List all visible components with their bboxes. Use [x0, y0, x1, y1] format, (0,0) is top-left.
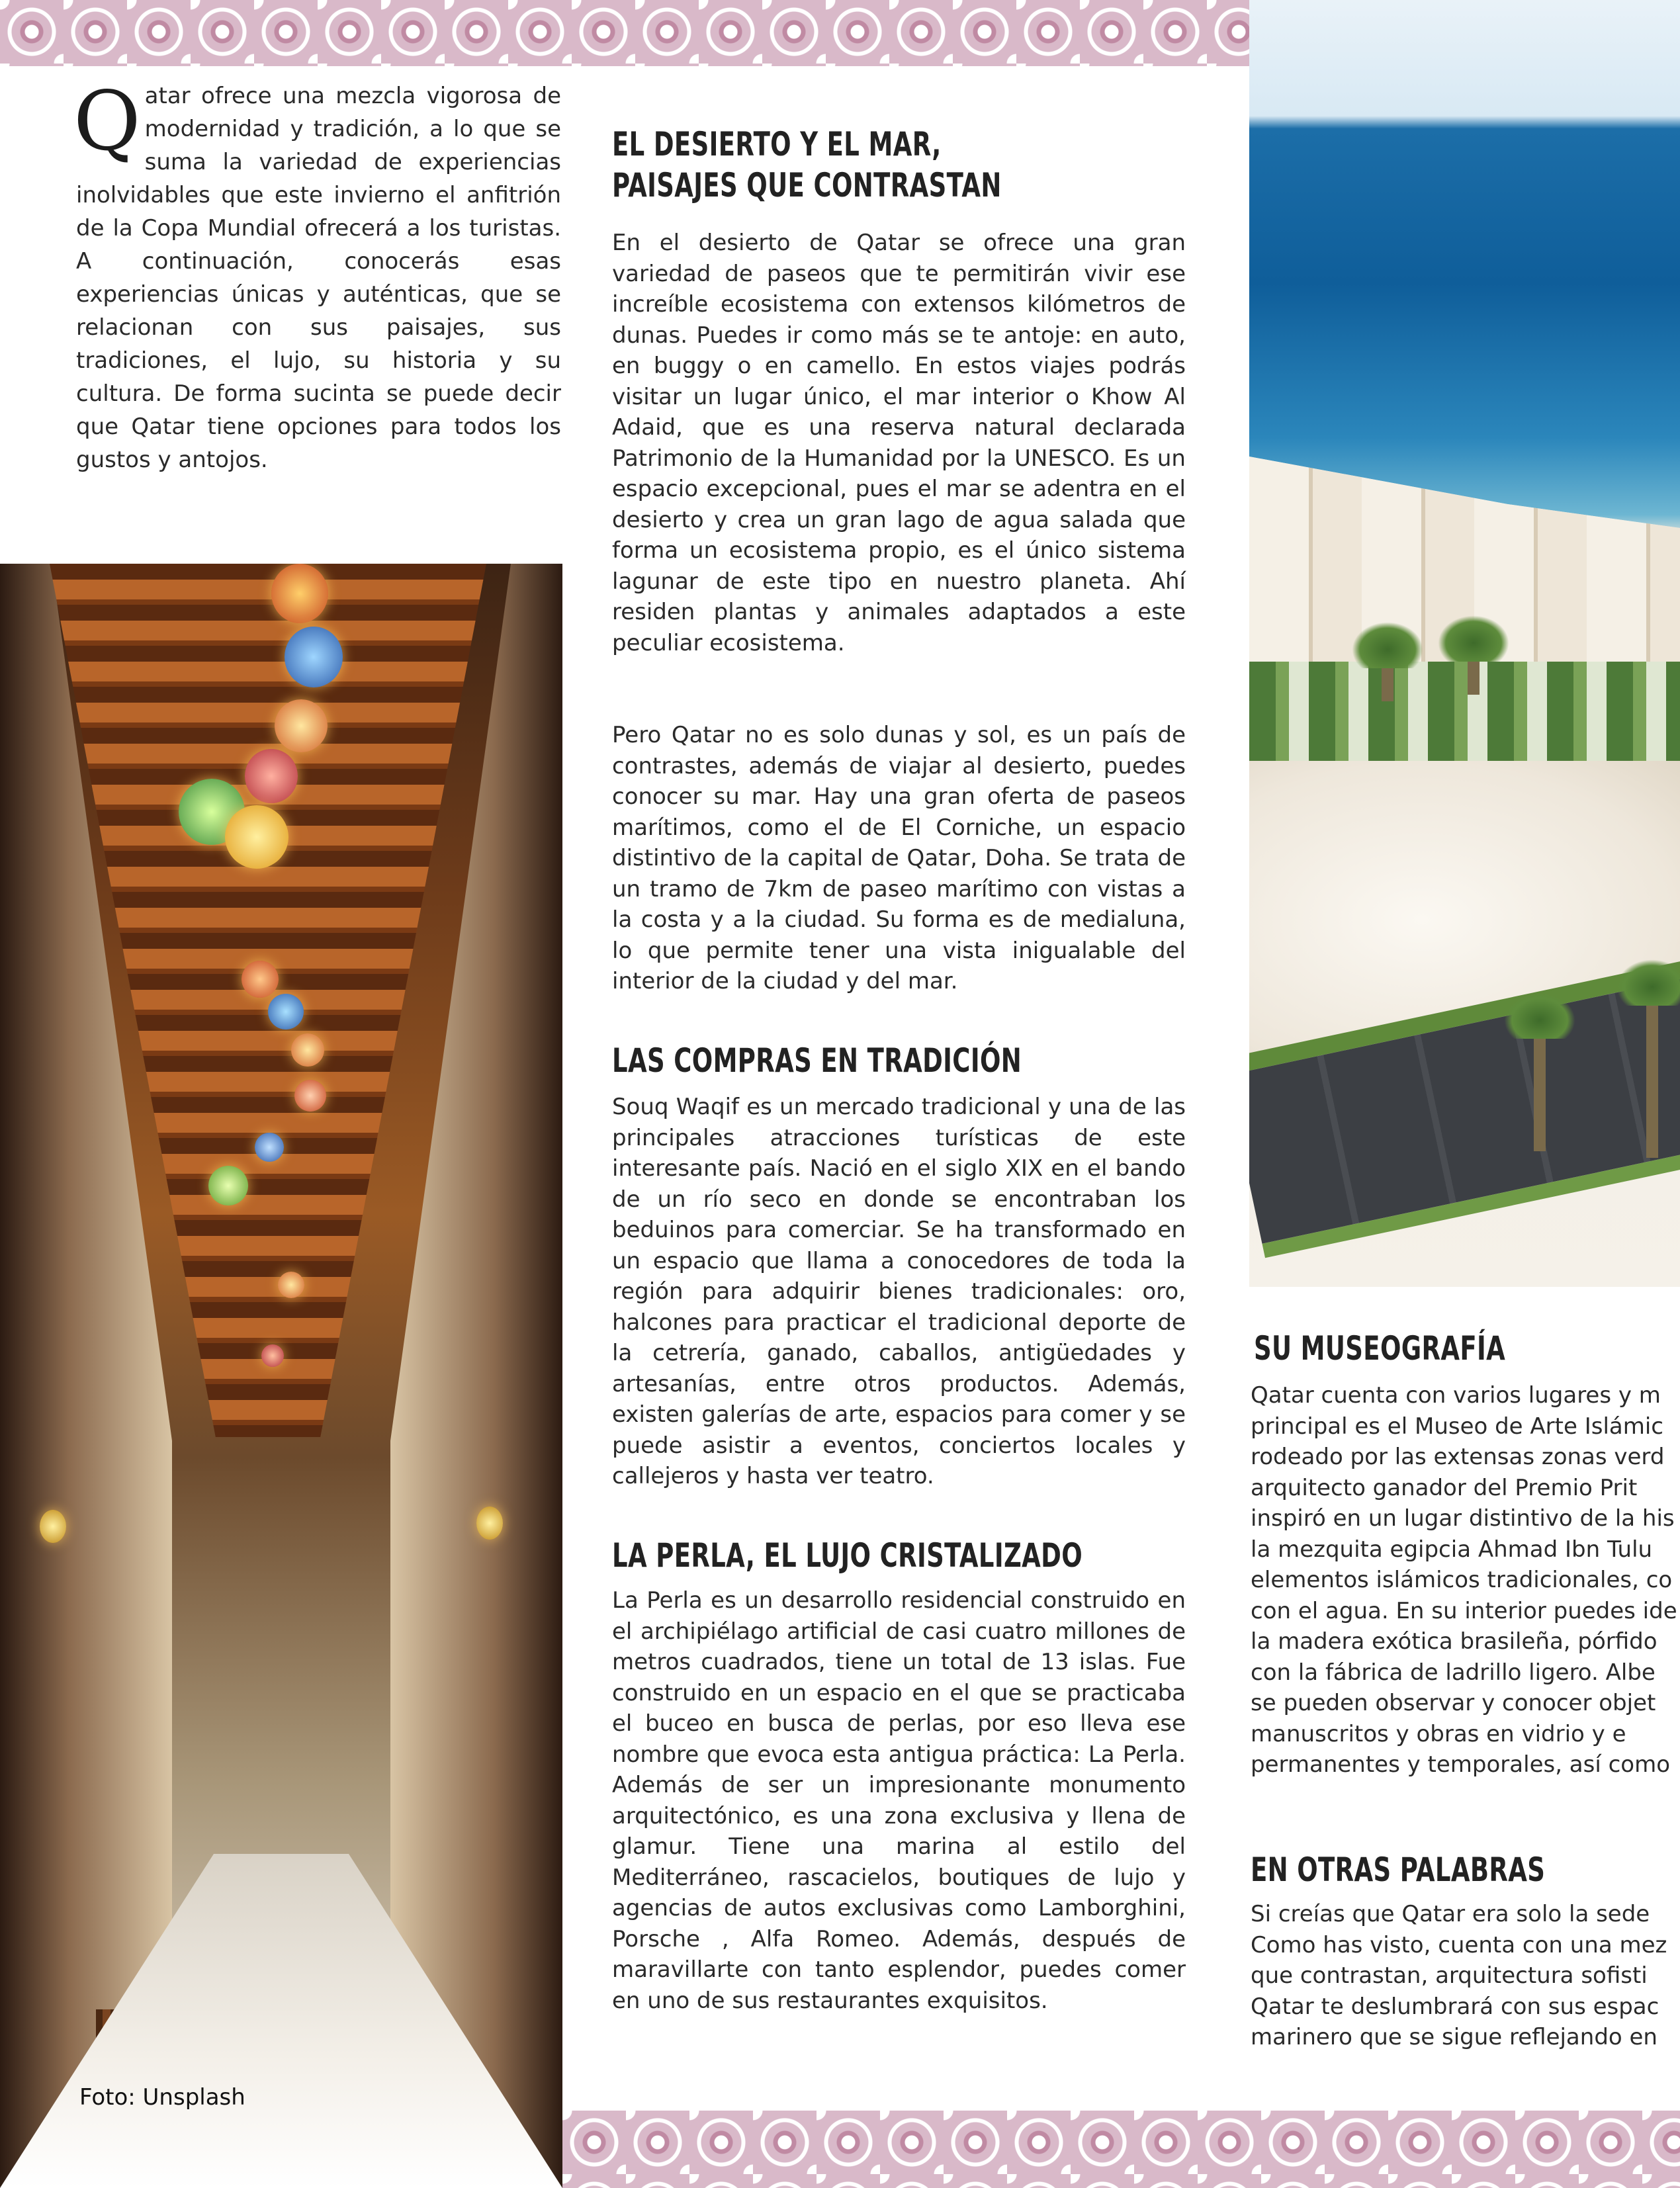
- heading-line: EL DESIERTO Y EL MAR,: [612, 125, 942, 163]
- lantern-icon: [225, 805, 288, 869]
- palm-tree-icon: [1382, 648, 1393, 701]
- text-line: Qatar cuenta con varios lugares y m: [1251, 1382, 1661, 1409]
- decorative-pattern-bottom: [562, 2111, 1680, 2188]
- otras-palabras-paragraph: [1251, 1899, 1680, 2053]
- text-line: elementos islámicos tradicionales, co: [1251, 1567, 1673, 1593]
- text-line: permanentes y temporales, así como: [1251, 1751, 1671, 1778]
- coast-gardens: [1249, 662, 1680, 761]
- drop-cap: Q: [73, 74, 141, 169]
- palm-tree-icon: [1646, 986, 1658, 1158]
- text-line: inspiró en un lugar distintivo de la his: [1251, 1505, 1675, 1532]
- museografia-column: [1251, 1380, 1680, 1804]
- section-heading-perla: LA PERLA, EL LUJO CRISTALIZADO: [612, 1536, 1083, 1575]
- lantern-icon: [275, 699, 328, 752]
- section-heading-otras-palabras: EN OTRAS PALABRAS: [1251, 1851, 1546, 1889]
- lantern-icon: [40, 1510, 66, 1543]
- text-line: la mezquita egipcia Ahmad Ibn Tulu: [1251, 1536, 1653, 1563]
- text-line: rodeado por las extensas zonas verd: [1251, 1444, 1665, 1470]
- section-heading-compras: LAS COMPRAS EN TRADICIÓN: [612, 1041, 1022, 1080]
- text-line: con el agua. En su interior puedes ide: [1251, 1597, 1677, 1624]
- lantern-icon: [208, 1166, 248, 1205]
- intro-text: atar ofrece una mezcla vigorosa de modernidad y tradición, a lo que se suma la variedad de experiencias inolvidables que este invierno el anfitrión de la Copa Mundial ofrecerá a los turistas. A continuación, conocerás esas experiencias únicas y auténticas, que se relacionan con sus paisajes, sus tradiciones, el lujo, su historia y su cultura. De forma sucinta se puede decir que Qatar tiene opciones para todos los gustos y antojos.: [76, 83, 561, 473]
- lantern-icon: [291, 1033, 324, 1067]
- lantern-icon: [255, 1133, 284, 1162]
- text-line: Qatar te deslumbrará con sus espac: [1251, 1993, 1659, 2020]
- section-heading-museografia: SU MUSEOGRAFÍA: [1254, 1329, 1506, 1368]
- heading-line: PAISAJES QUE CONTRASTAN: [612, 166, 1002, 204]
- lantern-icon: [476, 1507, 503, 1540]
- lantern-icon: [278, 1272, 304, 1298]
- text-line: Como has visto, cuenta con una mez: [1251, 1931, 1667, 1958]
- lantern-icon: [285, 627, 343, 687]
- lantern-icon: [268, 994, 304, 1029]
- text-line: arquitecto ganador del Premio Prit: [1251, 1474, 1638, 1501]
- souq-waqif-photo: [0, 564, 562, 2188]
- lantern-icon: [294, 1080, 326, 1112]
- text-line: Si creías que Qatar era solo la sede: [1251, 1901, 1650, 1927]
- lantern-icon: [261, 1344, 284, 1367]
- text-line: manuscritos y obras en vidrio y e: [1251, 1720, 1626, 1747]
- desierto-paragraph-1: En el desierto de Qatar se ofrece una gran variedad de paseos que te permitirán vivir ese increíble ecosistema con extensos kilómetros de dunas. Puedes ir como más se te antoje: en auto, en buggy o en camello. En estos viajes podrás visitar un lugar único, el mar interior o Khow Al Adaid, que es una reserva natural declarada Patrimonio de la Humanidad por la UNESCO. Es un espacio excepcional, pues el mar se adentra en el desierto y crea un gran lago de agua salada que forma un ecosistema propio, es el único sistema lagunar de este tipo en nuestro planeta. Ahí residen plantas y animales adaptados a este peculiar ecosistema.: [612, 230, 1186, 656]
- photo-credit: Foto: Unsplash: [79, 2084, 245, 2111]
- text-line: la madera exótica brasileña, pórfido: [1251, 1628, 1658, 1655]
- perla-paragraph: La Perla es un desarrollo residencial construido en el archipiélago artificial de casi cuatro millones de metros cuadrados, tiene un total de 13 islas. Fue construido en un espacio en el que se practicaba el buceo en busca de perlas, por eso lleva ese nombre que evoca esta antigua práctica: La Perla. Además de ser un impresionante monumento arquitectónico, es una zona exclusiva y llena de glamur. Tiene una marina al estilo del Mediterráneo, rascacielos, boutiques de lujo y agencias de autos exclusivas como Lamborghini, Porsche , Alfa Romeo. Además, después de maravillarte con tanto esplendor, puedes comer en uno de sus restaurantes exquisitos.: [612, 1587, 1186, 2014]
- text-line: se pueden observar y conocer objet: [1251, 1690, 1656, 1716]
- text-line: principal es el Museo de Arte Islámic: [1251, 1413, 1663, 1440]
- museografia-paragraph: [1251, 1380, 1680, 1780]
- text-line: marinero que se sigue reflejando en: [1251, 2024, 1658, 2050]
- palm-tree-icon: [1534, 1019, 1546, 1151]
- text-line: que contrastan, arquitectura sofisti: [1251, 1962, 1648, 1989]
- decorative-pattern-top: [0, 0, 1249, 66]
- text-line: con la fábrica de ladrillo ligero. Albe: [1251, 1659, 1656, 1686]
- intro-paragraph: [73, 74, 561, 476]
- la-perla-coast-photo: [1249, 0, 1680, 1287]
- desierto-paragraph-2: Pero Qatar no es solo dunas y sol, es un país de contrastes, además de viajar al desierto, puedes conocer su mar. Hay una gran oferta de paseos marítimos, como el de El Corniche, un espacio distintivo de la capital de Qatar, Doha. Se trata de un tramo de 7km de paseo marítimo con vistas a la costa y a la ciudad. Su forma es de medialuna, lo que permite tener una vista inigualable del interior de la ciudad y del mar.: [612, 722, 1186, 994]
- section-heading-desierto: [612, 124, 1002, 206]
- lantern-icon: [242, 961, 279, 998]
- compras-paragraph: Souq Waqif es un mercado tradicional y una de las principales atracciones turísticas de este interesante país. Nació en el siglo XIX en el bando de un río seco en donde se encontraban los beduinos para comerciar. Se ha transformado en un espacio que llama a conocedores de toda la región para adquirir bienes tradicionales: oro, halcones para practicar el tradicional deporte de la cetrería, ganado, caballos, antigüedades y artesanías, entre otros productos. Además, existen galerías de arte, espacios para comer y se puede asistir a eventos, conciertos locales y callejeros y hasta ver teatro.: [612, 1094, 1186, 1489]
- otras-palabras-column: [1251, 1899, 1680, 2064]
- palm-tree-icon: [1468, 642, 1480, 695]
- lantern-icon: [271, 564, 328, 623]
- lantern-icon: [245, 749, 298, 803]
